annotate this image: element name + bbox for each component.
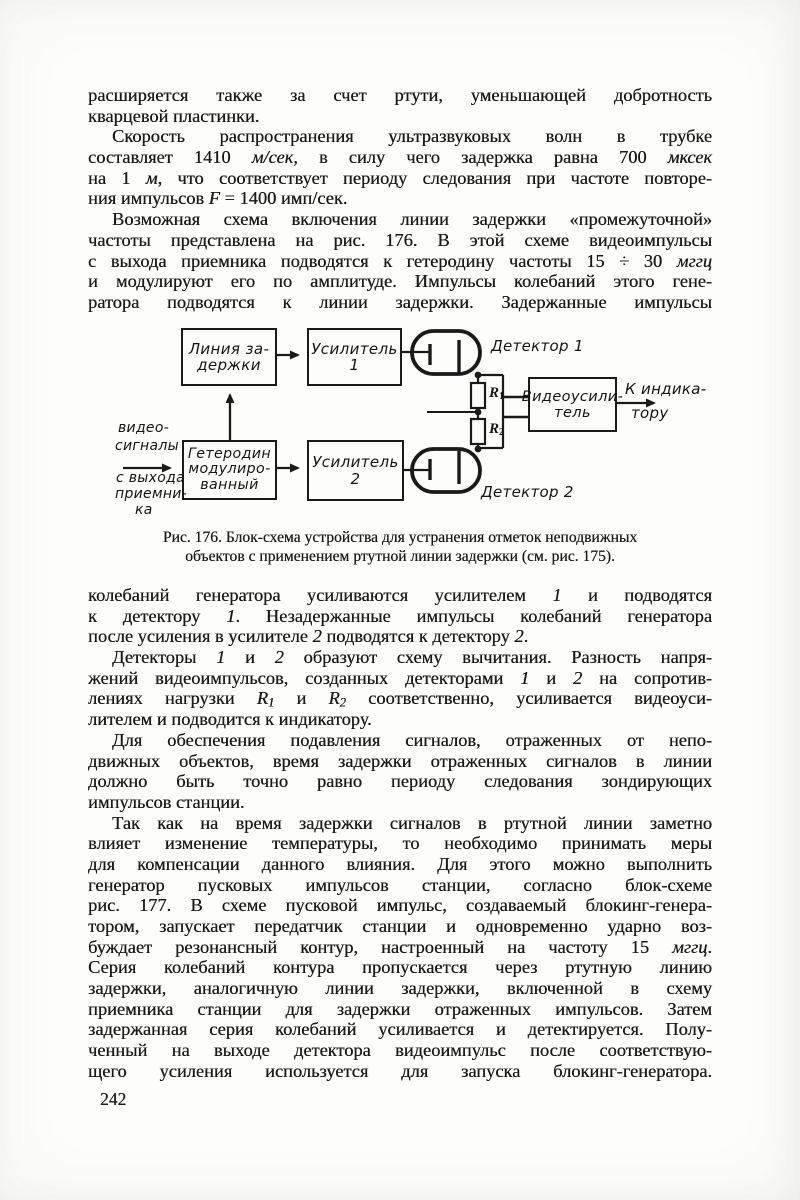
text-segment: к детектору <box>88 605 227 626</box>
text-line <box>88 895 712 916</box>
text-line <box>88 1019 712 1040</box>
text-segment: ния импульсов <box>88 188 209 209</box>
text-segment: 2 <box>572 667 583 688</box>
text-segment: м/сек <box>251 147 294 168</box>
text-line <box>88 916 712 937</box>
text-segment: м <box>145 167 158 188</box>
text-segment: подводятся к детектору <box>321 626 515 647</box>
block-label: Видеоусили- <box>521 388 624 405</box>
text-segment: . Незадержанные импульсы колебаний генератора <box>235 605 712 626</box>
text-line <box>88 106 712 127</box>
text-line <box>88 771 712 792</box>
text-segment: тором, запускает передатчик станции и одновременно ударно воз- <box>88 916 712 936</box>
text-segment: и <box>274 688 329 709</box>
r1-subscript: 1 <box>499 390 505 402</box>
body-text-upper <box>88 85 712 313</box>
text-line <box>88 230 712 251</box>
text-line <box>88 668 712 689</box>
text-line <box>88 751 712 772</box>
text-line <box>88 875 712 896</box>
text-segment: на 1 <box>88 167 146 188</box>
text-segment: задержки, аналогичную линии задержки, включенной в схему <box>88 978 712 999</box>
r1-label <box>489 385 504 402</box>
text-segment: Так как на время задержки сигналов в ртутной линии заметно <box>112 812 712 833</box>
text-segment: мггц <box>676 250 712 271</box>
text-segment: 1 <box>520 667 530 688</box>
text-line <box>88 957 712 978</box>
block-delay-line <box>181 328 277 386</box>
text-line <box>88 978 712 999</box>
junction-dot <box>475 409 482 416</box>
page-number: 242 <box>100 1089 127 1109</box>
text-segment: Детекторы <box>112 647 217 668</box>
block-amplifier-1 <box>307 328 402 386</box>
text-segment: и модулируют его по амплитуде. Импульсы колебаний этого гене- <box>88 271 712 292</box>
text-line <box>88 813 712 834</box>
text-segment: Скорость распространения ультразвуковых волн в трубке <box>112 126 712 147</box>
text-segment: . <box>523 626 529 647</box>
text-segment: лениях нагрузки <box>88 688 257 709</box>
junction-dot <box>475 446 482 453</box>
text-segment: ратора подводятся к линии задержки. Задержанные импульсы <box>88 291 712 312</box>
text-segment: импульсов станции. <box>88 791 245 812</box>
text-segment: Для обеспечения подавления сигналов, отраженных от непо- <box>112 729 712 750</box>
block-label: держки <box>197 356 261 374</box>
text-segment: 1 <box>226 605 236 626</box>
text-line <box>88 606 712 627</box>
text-line <box>88 688 712 709</box>
block-label: тель <box>554 404 591 421</box>
caption-line-2: объектов с применением ртутной линии задержки (см. рис. 175). <box>185 548 615 565</box>
figure-caption <box>88 528 712 566</box>
text-segment: , в силу чего задержка равна 700 <box>293 147 668 168</box>
text-line <box>88 937 712 958</box>
text-segment: мггц <box>672 936 708 957</box>
r2-symbol: R <box>489 421 500 437</box>
block-label: ванный <box>200 476 259 493</box>
text-segment: Серия колебаний контура пропускается через ртутную линию <box>88 957 712 978</box>
detector-2-label: Детектор 2 <box>481 483 574 501</box>
text-line <box>88 730 712 751</box>
text-line <box>88 126 712 147</box>
junction-dot <box>475 372 482 379</box>
block-amplifier-2 <box>307 440 404 501</box>
text-segment: должно быть точно равно периоду следования зондирующих <box>88 771 712 792</box>
block-label: Усилитель <box>312 453 399 471</box>
text-segment: после усиления в усилителе <box>88 626 313 647</box>
block-label: 2 <box>350 469 361 488</box>
block-label: Гетеродин <box>187 445 272 462</box>
text-segment: , что соответствует периоду следования при частоте повторе- <box>157 167 712 188</box>
text-line <box>88 792 712 813</box>
block-label: модулиро- <box>188 461 271 478</box>
input-label-line: видео- <box>118 420 170 436</box>
text-segment: частоты представлена на рис. 176. В этой схеме видеоимпульсы <box>88 229 712 250</box>
text-segment: лителем и подводится к индикатору. <box>88 709 372 730</box>
text-segment: и <box>529 667 573 688</box>
text-line <box>88 251 712 272</box>
text-line <box>88 168 712 189</box>
text-line <box>88 209 712 230</box>
text-segment: 1 <box>552 585 562 605</box>
text-segment: буждает резонансный контур, настроенный на частоту 15 <box>88 936 673 957</box>
block-video-amplifier <box>521 377 624 432</box>
text-line <box>88 585 712 606</box>
text-segment: приемника станции для задержки отраженных импульсов. Затем <box>88 998 712 1019</box>
text-segment: 2 <box>514 626 524 647</box>
detector-1-label: Детектор 1 <box>491 337 584 355</box>
text-segment: 2 <box>274 647 284 668</box>
text-segment: на сопротив- <box>582 667 713 688</box>
text-segment: 1 <box>268 695 275 710</box>
text-line <box>88 626 712 647</box>
text-segment: задержанная серия колебаний усиливается и детектируется. Полу- <box>88 1019 712 1040</box>
text-segment: R <box>256 688 269 709</box>
output-label-line: тору <box>631 404 669 422</box>
caption-line-1: Рис. 176. Блок-схема устройства для устранения отметок неподвижных <box>162 529 638 546</box>
text-segment: расширяется также за счет ртути, уменьшающей добротность <box>88 85 712 105</box>
text-segment: кварцевой пластинки. <box>88 105 260 126</box>
text-line <box>88 999 712 1020</box>
text-segment: образуют схему вычитания. Разность напря- <box>283 647 712 668</box>
text-segment: рис. 177. В схеме пусковой импульс, создаваемый блокинг-генера- <box>88 895 712 916</box>
text-segment: влияет изменение температуры, то необходимо принимать меры <box>88 833 712 854</box>
block-label: 1 <box>349 356 360 374</box>
r1-symbol: R <box>489 385 500 401</box>
figure-176-diagram <box>88 325 732 529</box>
text-line <box>88 85 712 106</box>
text-segment: 2 <box>339 695 346 710</box>
text-segment: и <box>225 647 275 668</box>
text-line <box>88 854 712 875</box>
resistor-r1 <box>471 383 485 408</box>
text-segment: F <box>208 188 220 209</box>
input-label-line: приемни- <box>115 486 188 502</box>
input-label-line: сигналы <box>115 438 179 454</box>
text-line <box>88 1061 712 1082</box>
r2-subscript: 2 <box>499 426 505 438</box>
block-label: Линия за- <box>188 339 270 358</box>
text-line <box>88 1040 712 1061</box>
input-label-line: ка <box>135 502 153 518</box>
text-segment: жений видеоимпульсов, созданных детекторами <box>88 667 521 688</box>
block-label: Усилитель <box>311 339 398 358</box>
text-segment: щего усиления используется для запуска блокинг-генератора. <box>88 1060 712 1081</box>
text-line <box>88 292 712 313</box>
text-segment: соответственно, усиливается видеоуси- <box>345 688 712 709</box>
block-heterodyne <box>182 440 277 500</box>
text-line <box>88 271 712 292</box>
text-segment: с выхода приемника подводятся к гетеродину частоты 15 ÷ 30 <box>88 250 677 271</box>
text-segment: ченный на выходе детектора видеоимпульс после соответствую- <box>88 1040 712 1061</box>
text-segment: Возможная схема включения линии задержки «промежуточной» <box>112 209 712 230</box>
text-segment: мксек <box>667 147 712 168</box>
text-line <box>88 709 712 730</box>
text-line <box>88 833 712 854</box>
text-segment: для компенсации данного влияния. Для этого можно выполнить <box>88 853 712 874</box>
text-segment: и подводятся <box>561 585 713 605</box>
text-segment: = 1400 имп/сек. <box>219 188 348 209</box>
text-segment: 1 <box>216 647 226 668</box>
text-segment: составляет 1410 <box>88 147 252 168</box>
output-label-line: К индика- <box>625 380 707 398</box>
resistor-r2 <box>471 419 485 444</box>
body-text-lower <box>88 585 712 1082</box>
text-line <box>88 188 712 209</box>
text-line <box>88 147 712 168</box>
r2-label <box>489 421 504 438</box>
text-segment: R <box>328 688 340 709</box>
text-segment: колебаний генератора усиливаются усилителем <box>88 585 553 605</box>
input-label-line: с выхода <box>116 470 185 486</box>
text-segment: . <box>707 936 712 957</box>
text-segment: движных объектов, время задержки отраженных сигналов в линии <box>88 750 712 771</box>
text-segment: 2 <box>312 626 322 647</box>
text-segment: генератор пусковых импульсов станции, согласно блок-схеме <box>88 874 712 895</box>
text-line <box>88 647 712 668</box>
